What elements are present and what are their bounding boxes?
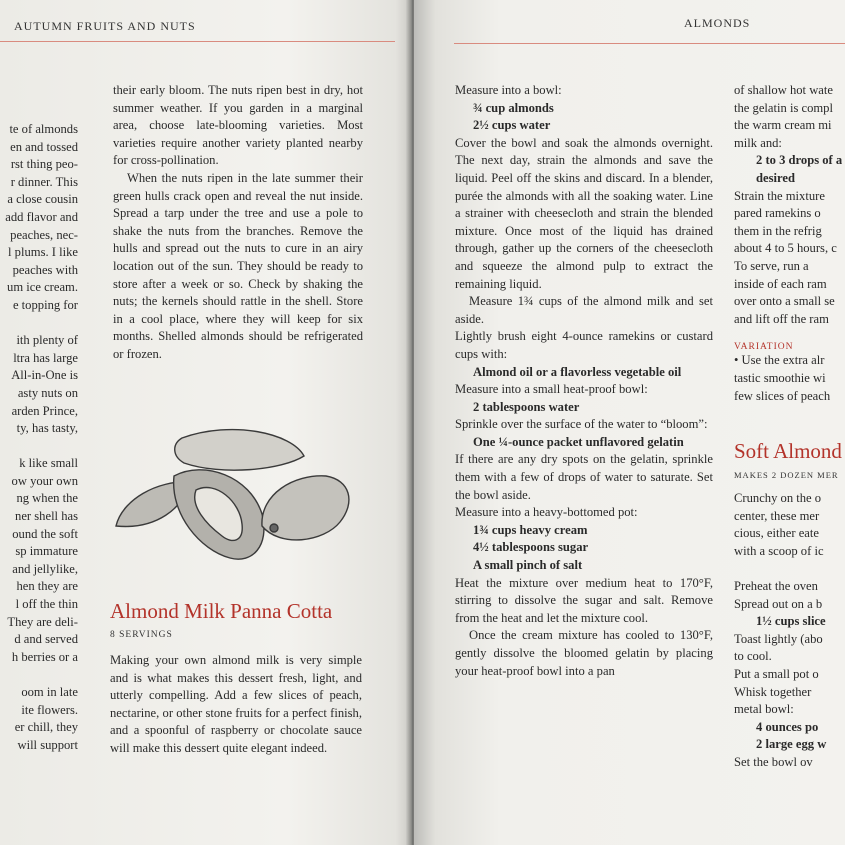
text-line: center, these mer <box>734 508 820 523</box>
recipe2-title: Soft Almond <box>734 439 842 464</box>
text-line: and jellylike, <box>12 561 78 576</box>
text-line: Whisk together <box>734 684 812 699</box>
text-line: the gelatin is compl <box>734 100 833 115</box>
text-line: pared ramekins o <box>734 206 821 221</box>
text-line: and lift off the ram <box>734 311 829 326</box>
ingredient-line: 4½ tablespoons sugar <box>473 540 589 555</box>
ingredient-line: One ¼-ounce packet unflavored gelatin <box>473 434 684 449</box>
right-clipped-column <box>734 82 845 772</box>
ingredient-line: A small pinch of salt <box>473 558 583 573</box>
method-paragraph: If there are any dry spots on the gelatin, sprinkle them with a few of drops of water to saturate. Set the bowl aside. <box>455 452 713 502</box>
text-line: desired <box>756 170 795 185</box>
ingredient-line: 1¾ cups heavy cream <box>473 522 588 537</box>
text-line: 1½ cups slice <box>756 614 826 629</box>
running-head-left: AUTUMN FRUITS AND NUTS <box>14 19 196 33</box>
header-rule-left <box>0 41 395 42</box>
text-line: They are deli- <box>7 614 78 629</box>
text-line: about 4 to 5 hours, c <box>734 241 837 256</box>
method-paragraph: Lightly brush eight 4-ounce ramekins or custard cups with: <box>455 329 713 361</box>
variation-label: VARIATION <box>734 342 794 353</box>
recipe2-yield: MAKES 2 DOZEN MER <box>734 470 839 481</box>
text-line: hen they are <box>16 579 78 594</box>
text-line: oom in late <box>21 685 78 699</box>
text-line: k like small <box>19 456 78 471</box>
intro-paragraph: Making your own almond milk is very simple and is what makes this dessert fresh, light, and utterly compelling. Add a few slices of peach, nectarine, or other stone fruits for a perfect finish, and a spoonful of raspberry or chocolate sauce will make this dessert quite elegant indeed. <box>110 653 362 755</box>
ingredient-line: 2 tablespoons water <box>473 399 580 414</box>
recipe2-text <box>734 490 845 772</box>
text-line: of shallow hot wate <box>734 83 833 97</box>
text-line: ound the soft <box>12 526 78 541</box>
text-line: h berries or a <box>11 649 78 664</box>
right-page <box>414 0 845 845</box>
text-line: er chill, they <box>14 720 78 735</box>
text-line <box>0 315 78 333</box>
body-paragraph: their early bloom. The nuts ripen best in dry, hot summer weather. If you garden in a marginal area, choose late-blooming varieties. Most varieties require another variety planted nearby for cross-pollination. <box>113 83 363 168</box>
ingredient-line: 2½ cups water <box>473 118 551 133</box>
text-line: sp immature <box>15 544 78 559</box>
method-paragraph: Once the cream mixture has cooled to 130°F, gently dissolve the bloomed gelatin by placing your heat-proof bowl into a pan <box>455 628 713 678</box>
method-paragraph: Measure into a heavy-bottomed pot: <box>455 505 638 520</box>
text-line: ite flowers. <box>21 702 78 717</box>
text-line: few slices of peach <box>734 388 831 403</box>
variation-text <box>734 352 845 405</box>
text-line: with a scoop of ic <box>734 543 824 558</box>
left-fragment-column <box>0 121 78 754</box>
text-line <box>0 438 78 456</box>
text-line: To serve, run a <box>734 258 809 273</box>
text-line: • Use the extra alr <box>734 353 825 368</box>
text-line: peaches with <box>12 262 78 277</box>
text-line: milk and: <box>734 135 782 150</box>
method-paragraph: Measure 1¾ cups of the almond milk and set aside. <box>455 294 713 326</box>
method-paragraph: Sprinkle over the surface of the water to “bloom”: <box>455 417 708 432</box>
text-line: arden Prince, <box>11 403 78 418</box>
text-line: Put a small pot o <box>734 667 819 682</box>
text-line: d and served <box>14 632 78 647</box>
text-line <box>734 560 845 578</box>
text-line: Set the bowl ov <box>734 755 813 769</box>
text-line: them in the refrig <box>734 223 822 238</box>
recipe-intro <box>110 652 362 758</box>
text-line: 2 to 3 drops of a <box>756 153 843 168</box>
servings-label: 8 SERVINGS <box>110 630 173 640</box>
text-line: the warm cream mi <box>734 118 832 133</box>
text-line: ner shell has <box>15 509 78 524</box>
text-line: te of almonds <box>9 122 78 136</box>
text-line: l off the thin <box>15 597 78 612</box>
text-line: rst thing peo- <box>10 157 78 172</box>
text-line: Strain the mixture <box>734 188 825 203</box>
text-line: peaches, nec- <box>10 227 78 242</box>
text-line: ow your own <box>11 473 78 488</box>
clipped-method <box>734 82 845 328</box>
text-line: 2 large egg w <box>756 737 827 752</box>
text-line: All-in-One is <box>11 368 78 383</box>
running-head-right: ALMONDS <box>684 16 751 30</box>
text-line: ng when the <box>16 491 78 506</box>
header-rule-right <box>454 43 845 44</box>
text-line: to cool. <box>734 649 772 664</box>
almonds-illustration <box>112 418 362 563</box>
method-paragraph: Heat the mixture over medium heat to 170°F, stirring to dissolve the sugar and salt. Remove from the heat and let the mixture cool. <box>455 575 713 625</box>
text-line: add flavor and <box>5 209 78 224</box>
text-line: Crunchy on the o <box>734 491 822 506</box>
ingredient-line: Almond oil or a flavorless vegetable oil <box>473 364 682 379</box>
text-line: e topping for <box>12 297 78 312</box>
left-main-column <box>113 82 363 364</box>
method-paragraph: Measure into a small heat-proof bowl: <box>455 382 648 397</box>
text-line: en and tossed <box>10 139 78 154</box>
text-line: Toast lightly (abo <box>734 631 823 646</box>
method-paragraph: Cover the bowl and soak the almonds overnight. The next day, strain the almonds and save the liquid. Peel off the skins and discard. In a blender, purée the almonds with all the soaking water. Line a strainer with cheesecloth and strain the blended mixture. Once most of the liquid has drained through, gather up the corners of the cheesecloth and squeeze the almond pulp to extract the remaining liquid. <box>455 135 713 291</box>
text-line: r dinner. This <box>10 174 78 189</box>
text-line: l plums. I like <box>8 245 78 260</box>
text-line: metal bowl: <box>734 702 794 717</box>
text-line: ith plenty of <box>16 333 78 348</box>
text-line: cious, either eate <box>734 526 819 541</box>
ingredient-line: ¾ cup almonds <box>473 100 554 115</box>
text-line: 4 ounces po <box>756 719 819 734</box>
text-line: Preheat the oven <box>734 579 818 594</box>
text-line: a close cousin <box>7 192 78 207</box>
text-line <box>0 666 78 684</box>
text-line: tastic smoothie wi <box>734 370 826 385</box>
recipe-title: Almond Milk Panna Cotta <box>110 599 333 623</box>
text-line: over onto a small se <box>734 294 835 309</box>
text-line: ty, has tasty, <box>16 421 78 436</box>
text-line: inside of each ram <box>734 276 827 291</box>
right-main-column <box>455 82 713 680</box>
text-line: um ice cream. <box>7 280 78 295</box>
text-line: asty nuts on <box>17 385 78 400</box>
text-line: Spread out on a b <box>734 596 823 611</box>
text-line: will support <box>17 737 78 752</box>
text-line: ltra has large <box>13 350 78 365</box>
body-paragraph: When the nuts ripen in the late summer their green hulls crack open and reveal the nut inside. Spread a tarp under the tree and use a pole to shake the nuts from the branches. Remove the hulls and spread out the nuts to cure in an airy location out of the sun. They should be ready to store after a week or so. Check by shaking the nuts; the kernels should rattle in the shell. Store in a cool place, where they will keep for six months. Shelled almonds should be refrigerated or frozen. <box>113 170 363 361</box>
left-page <box>0 0 412 845</box>
method-paragraph: Measure into a bowl: <box>455 83 562 97</box>
